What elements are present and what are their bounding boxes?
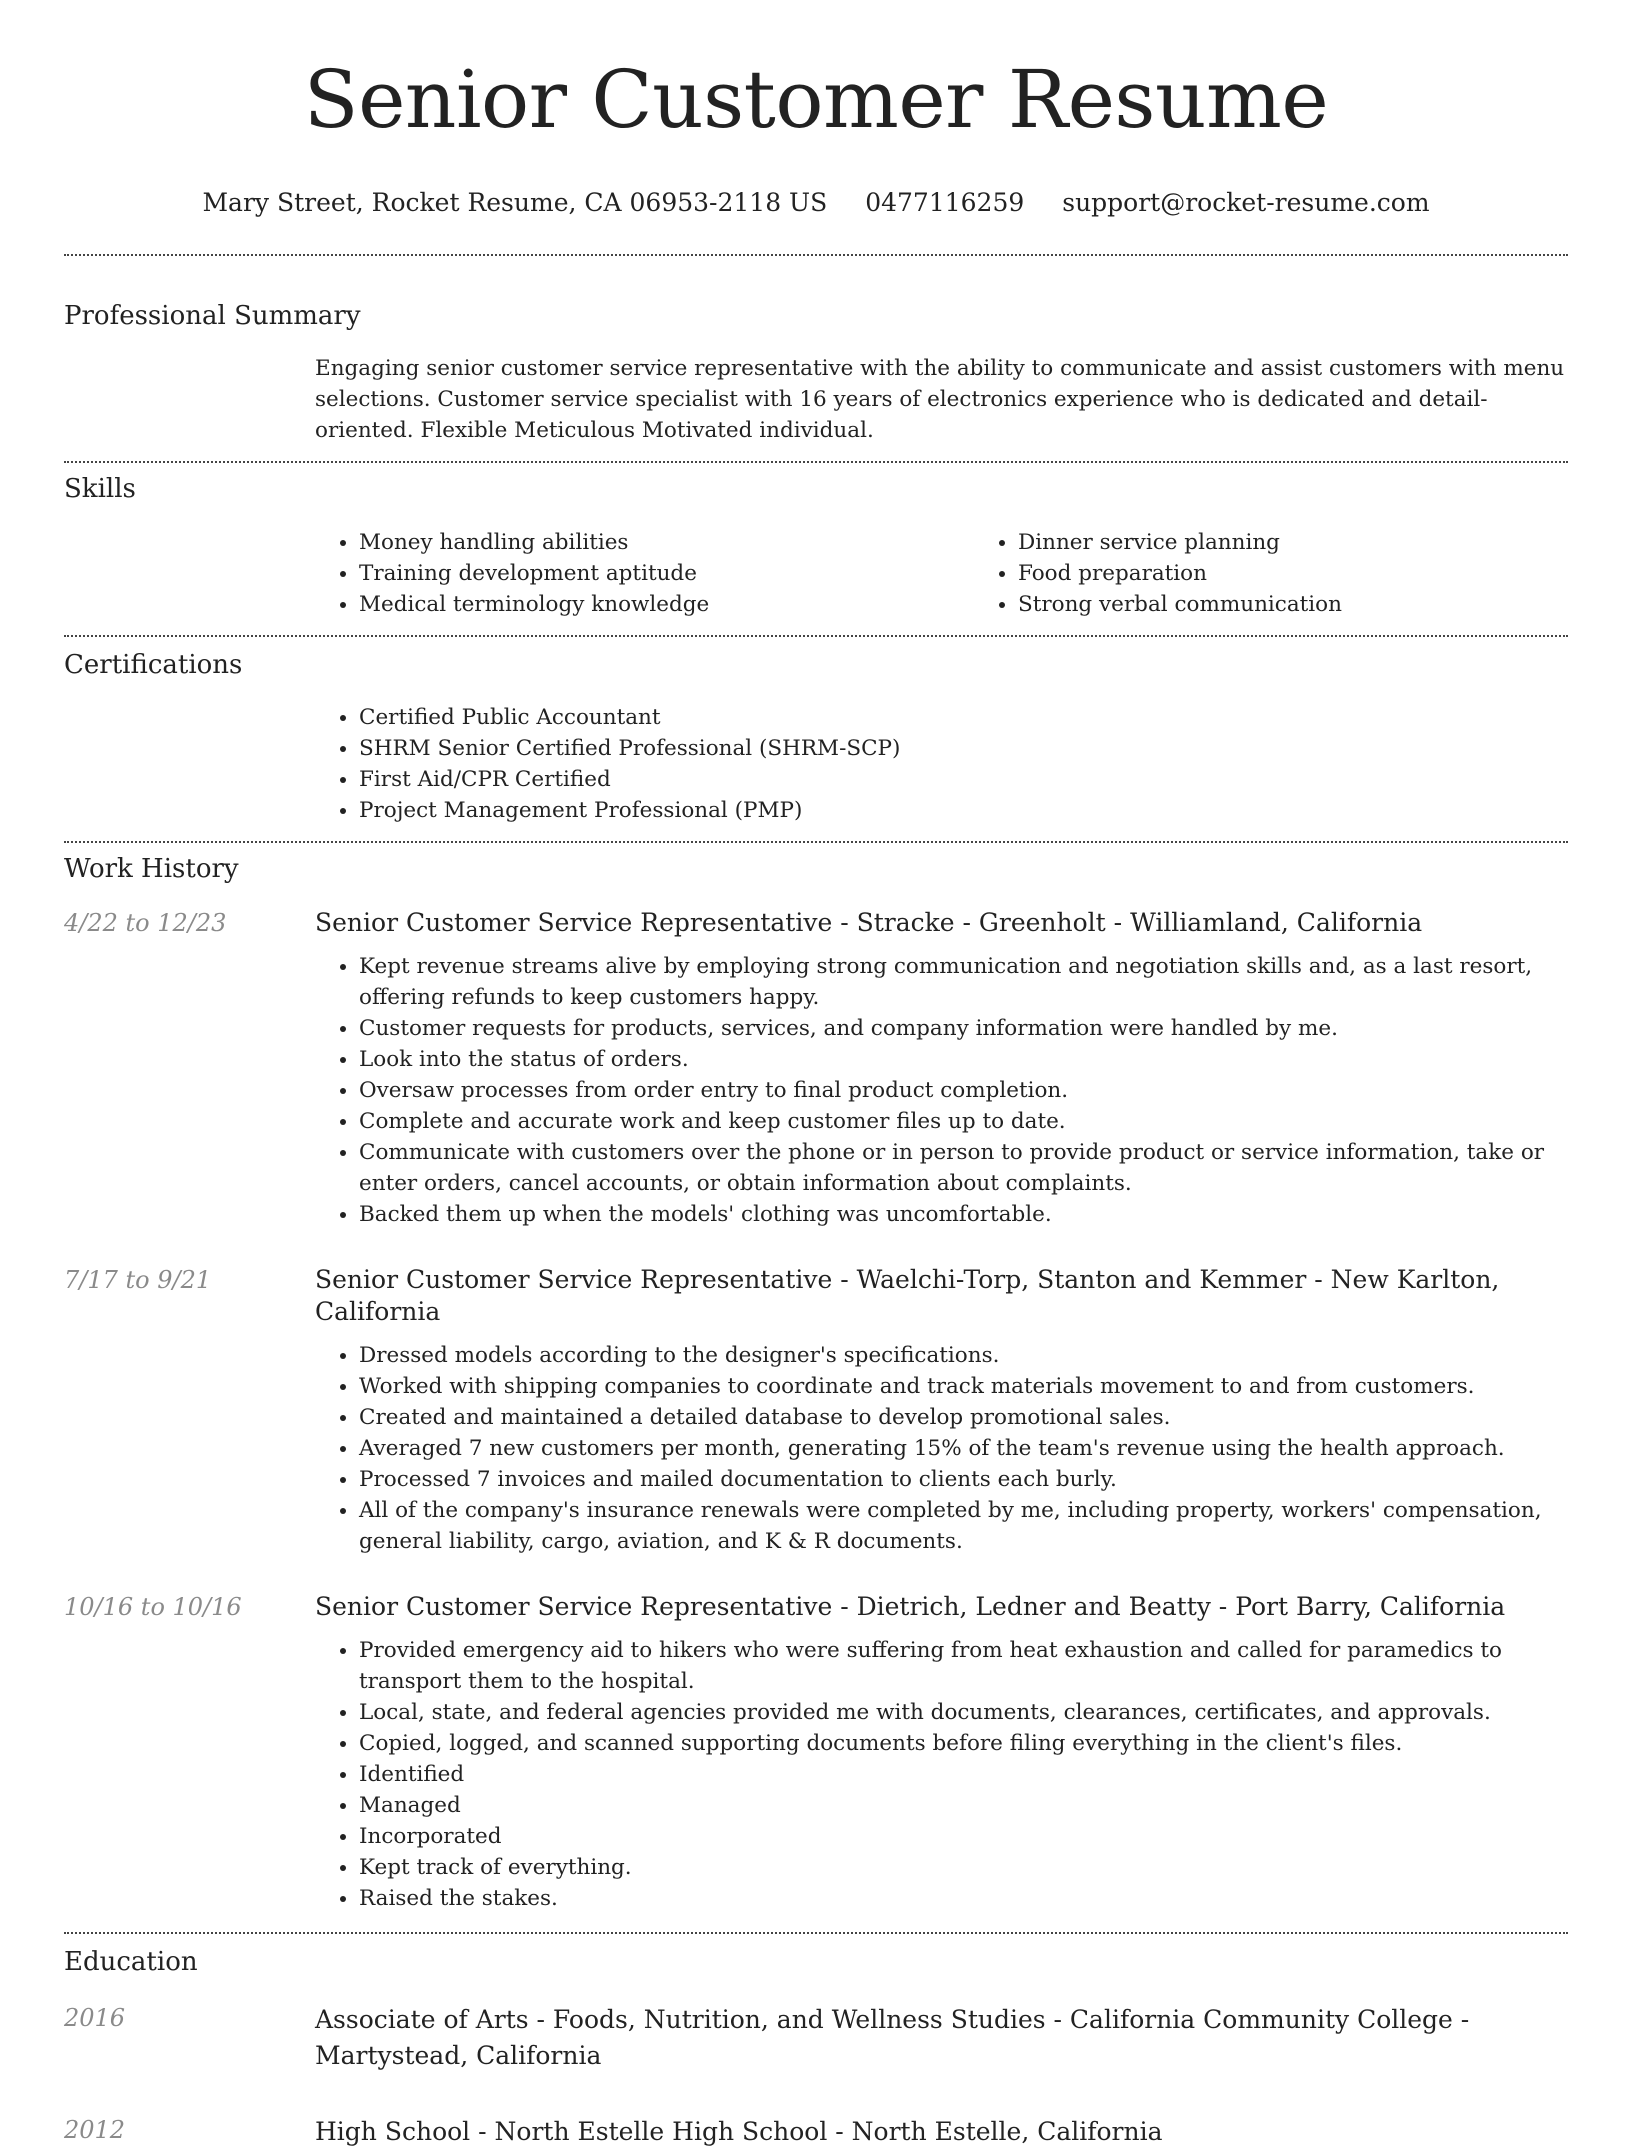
job-bullets	[315, 1635, 1568, 1914]
job-entry	[64, 1264, 1568, 1557]
list-item: • First Aid/CPR Certified	[359, 764, 1568, 795]
summary-section	[64, 300, 1568, 446]
list-item: • Created and maintained a detailed database to develop promotional sales.	[359, 1402, 1568, 1433]
list-item: • Look into the status of orders.	[359, 1044, 1568, 1075]
list-item: • Raised the stakes.	[359, 1883, 1568, 1914]
divider	[64, 254, 1568, 256]
job-dates: 7/17 to 9/21	[64, 1266, 212, 1294]
education-title: Associate of Arts - Foods, Nutrition, and Wellness Studies - California Community College - Martystead, California	[315, 2005, 1470, 2070]
certifications-section	[64, 649, 1568, 826]
education-title: High School - North Estelle High School - North Estelle, California	[315, 2117, 1163, 2146]
list-item: • Project Management Professional (PMP)	[359, 795, 1568, 826]
job-dates: 10/16 to 10/16	[64, 1593, 242, 1621]
contact-phone: 0477116259	[865, 188, 1025, 217]
section-heading-summary: Professional Summary	[64, 301, 361, 331]
job-entry	[64, 1591, 1568, 1914]
section-heading-work: Work History	[64, 854, 239, 884]
section-heading-certifications: Certifications	[64, 650, 243, 680]
list-item: • Money handling abilities	[359, 527, 974, 558]
education-year: 2016	[64, 2004, 126, 2032]
contact-line	[64, 188, 1568, 218]
list-item: • Complete and accurate work and keep customer files up to date.	[359, 1106, 1568, 1137]
list-item: • Oversaw processes from order entry to final product completion.	[359, 1075, 1568, 1106]
resume-title: Senior Customer Resume	[303, 53, 1329, 146]
list-item: • Managed	[359, 1790, 1568, 1821]
certifications-list	[315, 702, 1568, 826]
divider	[64, 841, 1568, 843]
skills-section	[64, 473, 1568, 620]
list-item: • Dressed models according to the designer's specifications.	[359, 1340, 1568, 1371]
list-item: • Provided emergency aid to hikers who were suffering from heat exhaustion and called for paramedics to transport them to the hospital.	[359, 1635, 1568, 1697]
list-item: • Communicate with customers over the phone or in person to provide product or service information, take or enter orders, cancel accounts, or obtain information about complaints.	[359, 1137, 1568, 1199]
job-entry	[64, 907, 1568, 1230]
skills-list-right	[974, 527, 1632, 620]
education-section	[64, 1946, 1568, 2150]
job-title: Senior Customer Service Representative - Dietrich, Ledner and Beatty - Port Barry, California	[315, 1592, 1506, 1621]
list-item: • Certified Public Accountant	[359, 702, 1568, 733]
education-entry	[64, 2114, 1568, 2150]
divider	[64, 461, 1568, 463]
job-bullets	[315, 1340, 1568, 1557]
list-item: • Identified	[359, 1759, 1568, 1790]
list-item: • Customer requests for products, services, and company information were handled by me.	[359, 1013, 1568, 1044]
divider	[64, 1932, 1568, 1934]
list-item: • Processed 7 invoices and mailed documentation to clients each burly.	[359, 1464, 1568, 1495]
job-title: Senior Customer Service Representative - Stracke - Greenholt - Williamland, California	[315, 908, 1423, 937]
list-item: • Medical terminology knowledge	[359, 589, 974, 620]
summary-text: Engaging senior customer service representative with the ability to communicate and assist customers with menu selections. Customer service specialist with 16 years of electronics experience who is dedicated and detail-oriented. Flexible Meticulous Motivated individual.	[315, 356, 1565, 443]
list-item: • SHRM Senior Certified Professional (SHRM-SCP)	[359, 733, 1568, 764]
section-heading-education: Education	[64, 1947, 198, 1977]
list-item: • Worked with shipping companies to coordinate and track materials movement to and from customers.	[359, 1371, 1568, 1402]
list-item: • Kept track of everything.	[359, 1852, 1568, 1883]
contact-address: Mary Street, Rocket Resume, CA 06953-2118 US	[202, 188, 828, 217]
section-heading-skills: Skills	[64, 474, 136, 504]
list-item: • Local, state, and federal agencies provided me with documents, clearances, certificates, and approvals.	[359, 1697, 1568, 1728]
list-item: • Copied, logged, and scanned supporting documents before filing everything in the client's files.	[359, 1728, 1568, 1759]
education-year: 2012	[64, 2116, 126, 2144]
skills-grid	[315, 527, 1632, 620]
list-item: • Food preparation	[1018, 558, 1632, 589]
list-item: • Backed them up when the models' clothing was uncomfortable.	[359, 1199, 1568, 1230]
job-dates: 4/22 to 12/23	[64, 909, 227, 937]
list-item: • Strong verbal communication	[1018, 589, 1632, 620]
list-item: • Training development aptitude	[359, 558, 974, 589]
skills-list-left	[315, 527, 974, 620]
contact-email: support@rocket-resume.com	[1062, 188, 1430, 217]
list-item: • Averaged 7 new customers per month, generating 15% of the team's revenue using the health approach.	[359, 1433, 1568, 1464]
list-item: • All of the company's insurance renewals were completed by me, including property, workers' compensation, general liability, cargo, aviation, and K & R documents.	[359, 1495, 1568, 1557]
list-item: • Dinner service planning	[1018, 527, 1632, 558]
work-history-section	[64, 853, 1568, 1914]
list-item: • Kept revenue streams alive by employing strong communication and negotiation skills and, as a last resort, offering refunds to keep customers happy.	[359, 951, 1568, 1013]
job-bullets	[315, 951, 1568, 1230]
job-title: Senior Customer Service Representative - Waelchi-Torp, Stanton and Kemmer - New Karlton, California	[315, 1265, 1500, 1326]
list-item: • Incorporated	[359, 1821, 1568, 1852]
divider	[64, 635, 1568, 637]
education-entry	[64, 2002, 1568, 2074]
